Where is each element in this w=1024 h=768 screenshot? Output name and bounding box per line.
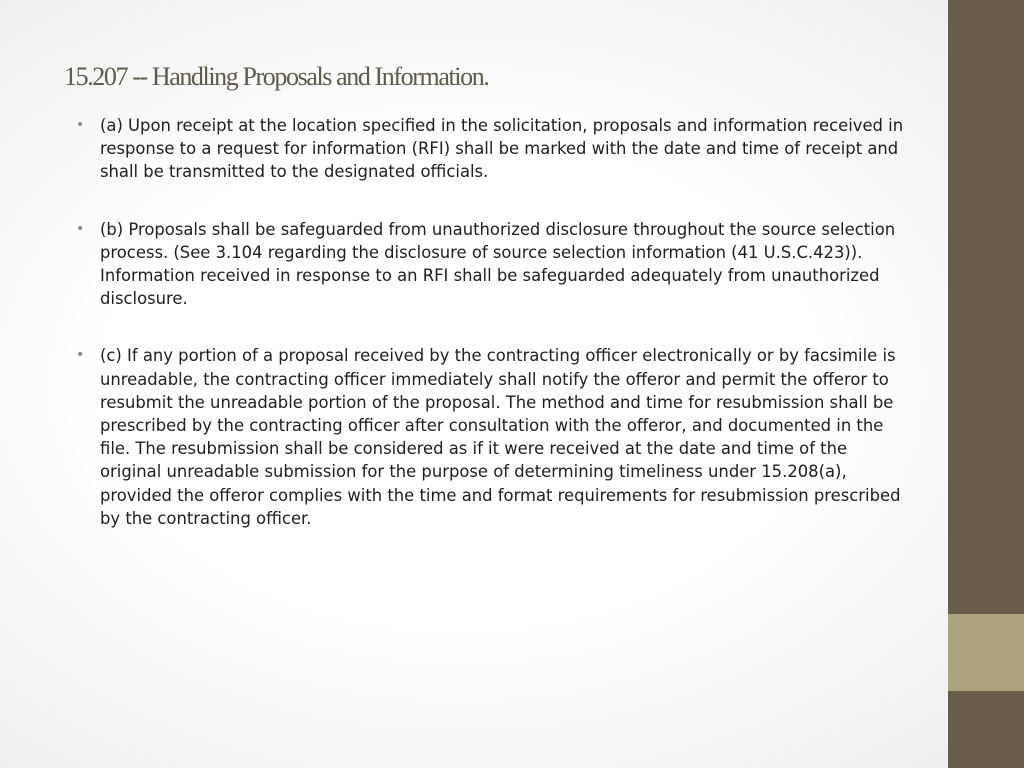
bullet-item-a xyxy=(76,114,906,184)
slide-title: 15.207 -- Handling Proposals and Information. xyxy=(64,62,489,91)
bullet-item-c xyxy=(76,344,906,530)
decorative-side-accent xyxy=(948,614,1024,691)
bullet-text-b: (b) Proposals shall be safeguarded from unauthorized disclosure throughout the source selection process. (See 3.104 regarding the disclosure of source selection information (41 U.S.C.423)). Information received in response to an RFI shall be safeguarded adequately from unauthorized disclosure. xyxy=(100,219,896,309)
bullet-item-b xyxy=(76,218,906,311)
bullet-text-a: (a) Upon receipt at the location specified in the solicitation, proposals and information received in response to a request for information (RFI) shall be marked with the date and time of receipt and shall be transmitted to the designated officials. xyxy=(100,116,904,182)
bullet-icon: • xyxy=(76,220,85,237)
bullet-text-c: (c) If any portion of a proposal received by the contracting officer electronically or by facsimile is unreadable, the contracting officer immediately shall notify the offeror and permit the offeror to resubmit the unreadable portion of the proposal. The method and time for resubmission shall be prescribed by the contracting officer after consultation with the offeror, and documented in the file. The resubmission shall be considered as if it were received at the date and time of the original unreadable submission for the purpose of determining timeliness under 15.208(a), provided the offeror complies with the time and format requirements for resubmission prescribed by the contracting officer. xyxy=(100,346,901,528)
bullet-icon: • xyxy=(76,347,85,364)
bullet-list xyxy=(76,114,906,564)
bullet-icon: • xyxy=(76,117,85,133)
